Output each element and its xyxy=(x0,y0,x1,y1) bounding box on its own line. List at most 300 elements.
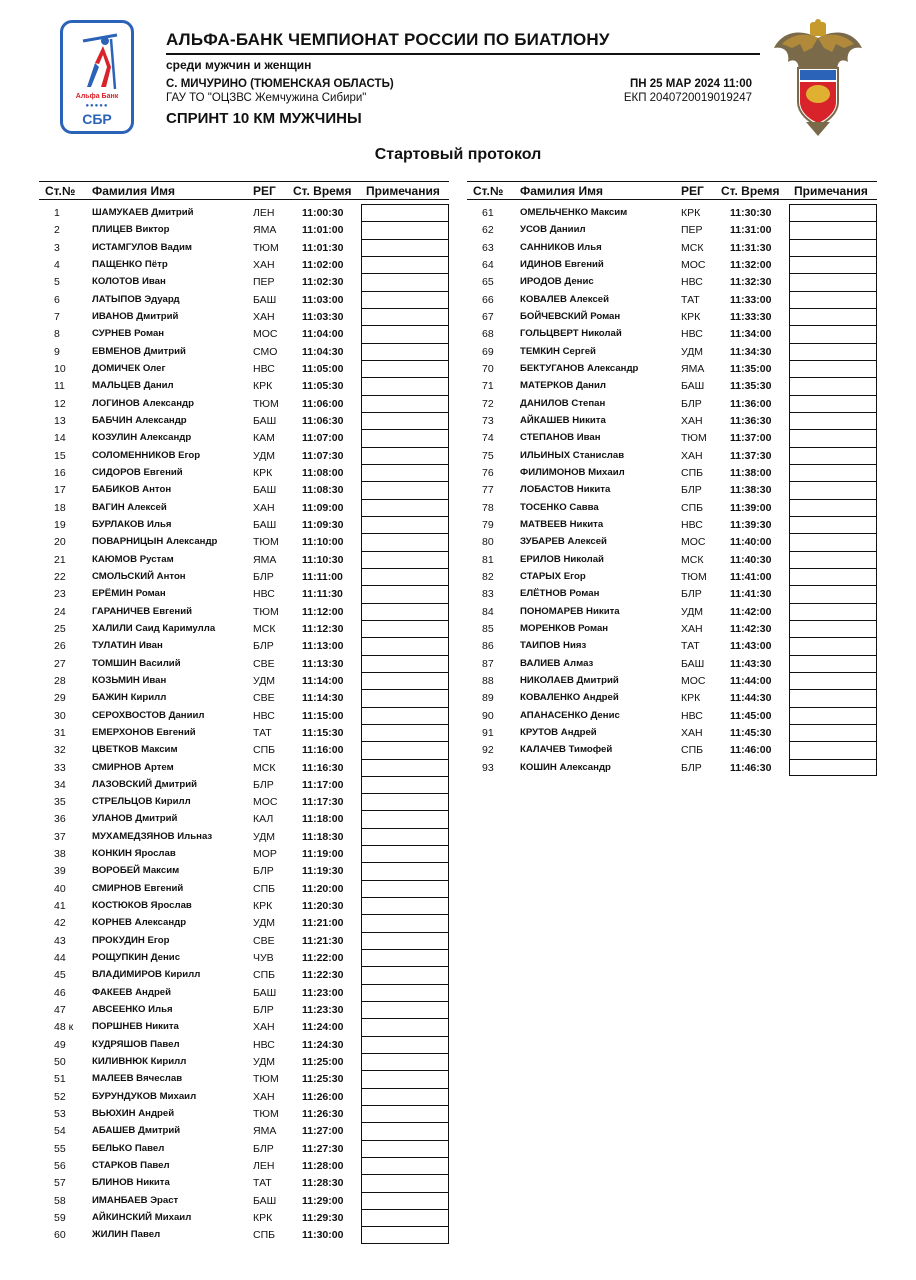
header-start-time: Ст. Время xyxy=(721,184,780,198)
notes-cell[interactable] xyxy=(361,429,449,446)
notes-cell[interactable] xyxy=(789,429,877,446)
start-time: 11:30:30 xyxy=(730,207,772,219)
start-time: 11:45:00 xyxy=(730,709,772,722)
athlete-name: ИВАНОВ Дмитрий xyxy=(92,310,179,322)
notes-cell[interactable] xyxy=(361,1053,449,1070)
notes-cell[interactable] xyxy=(789,672,877,689)
table-body xyxy=(39,204,449,1244)
notes-cell[interactable] xyxy=(361,291,449,308)
notes-cell[interactable] xyxy=(361,395,449,412)
region-code: ЯМА xyxy=(253,224,277,237)
start-number: 73 xyxy=(482,414,494,427)
region-code: ТЮМ xyxy=(253,397,279,410)
start-number: 72 xyxy=(482,397,494,410)
region-code: ХАН xyxy=(253,258,275,271)
start-number: 61 xyxy=(482,207,494,219)
notes-cell[interactable] xyxy=(789,655,877,672)
region-code: НВС xyxy=(681,709,703,722)
athlete-name: КОСТЮКОВ Ярослав xyxy=(92,900,192,912)
region-code: КРК xyxy=(253,380,273,393)
athlete-name: ВЬЮХИН Андрей xyxy=(92,1108,175,1120)
notes-cell[interactable] xyxy=(789,551,877,568)
notes-cell[interactable] xyxy=(361,256,449,273)
start-time: 11:19:30 xyxy=(302,865,344,878)
region-code: СВЕ xyxy=(253,692,275,705)
start-number: 36 xyxy=(54,813,66,826)
region-code: МОС xyxy=(681,536,706,549)
region-code: ХАН xyxy=(253,501,275,514)
table-row xyxy=(39,412,449,429)
region-code: ЛЕН xyxy=(253,207,275,219)
notes-cell[interactable] xyxy=(789,412,877,429)
notes-cell[interactable] xyxy=(789,256,877,273)
region-code: БАШ xyxy=(253,484,277,497)
header-notes: Примечания xyxy=(366,184,440,198)
athlete-name: ХАЛИЛИ Саид Каримулла xyxy=(92,622,216,634)
region-code: МСК xyxy=(681,241,704,254)
athlete-name: ДАНИЛОВ Степан xyxy=(520,397,606,409)
notes-cell[interactable] xyxy=(789,291,877,308)
athlete-name: ПАЩЕНКО Пётр xyxy=(92,258,168,270)
start-time: 11:24:00 xyxy=(302,1021,344,1034)
event-datetime: ПН 25 МАР 2024 11:00 xyxy=(629,78,752,90)
notes-cell[interactable] xyxy=(361,966,449,983)
table-row xyxy=(39,620,449,637)
notes-cell[interactable] xyxy=(361,862,449,879)
athlete-name: БАБИКОВ Антон xyxy=(92,484,172,496)
start-number: 86 xyxy=(482,640,494,653)
notes-cell[interactable] xyxy=(361,620,449,637)
notes-cell[interactable] xyxy=(361,464,449,481)
start-number: 16 xyxy=(54,466,66,479)
region-code: БЛР xyxy=(253,778,274,791)
notes-cell[interactable] xyxy=(789,273,877,290)
region-code: БАШ xyxy=(681,657,705,670)
start-time: 11:36:30 xyxy=(730,414,772,427)
notes-cell[interactable] xyxy=(789,637,877,654)
region-code: МОР xyxy=(253,848,277,861)
region-code: ПЕР xyxy=(253,276,275,289)
region-code: МОС xyxy=(253,328,278,341)
athlete-name: КОШИН Александр xyxy=(520,761,611,773)
start-number: 41 xyxy=(54,900,66,913)
start-time: 11:07:00 xyxy=(302,432,344,445)
start-time: 11:09:30 xyxy=(302,518,344,531)
table-row xyxy=(39,585,449,602)
athlete-name: БУРУНДУКОВ Михаил xyxy=(92,1090,197,1102)
start-time: 11:14:00 xyxy=(302,674,344,687)
start-time: 11:46:30 xyxy=(730,761,772,774)
region-code: НВС xyxy=(681,518,703,531)
start-time: 11:00:30 xyxy=(302,207,344,219)
notes-cell[interactable] xyxy=(361,828,449,845)
notes-cell[interactable] xyxy=(361,273,449,290)
start-number: 24 xyxy=(54,605,66,618)
start-number: 65 xyxy=(482,276,494,289)
notes-cell[interactable] xyxy=(789,741,877,758)
start-time: 11:15:00 xyxy=(302,709,344,722)
start-list-column-left xyxy=(39,181,449,1244)
region-code: ЧУВ xyxy=(253,952,274,965)
region-code: СПБ xyxy=(253,882,276,895)
start-number: 5 xyxy=(54,276,60,289)
start-number: 4 xyxy=(54,258,60,271)
start-number: 69 xyxy=(482,345,494,358)
table-row xyxy=(467,360,877,377)
region-code: КРК xyxy=(681,207,701,219)
region-code: УДМ xyxy=(253,1056,276,1069)
table-row xyxy=(467,551,877,568)
notes-cell[interactable] xyxy=(361,585,449,602)
start-time: 11:01:30 xyxy=(302,241,344,254)
start-time: 11:18:30 xyxy=(302,830,344,843)
table-row xyxy=(39,707,449,724)
athlete-name: СТРЕЛЬЦОВ Кирилл xyxy=(92,796,191,808)
notes-cell[interactable] xyxy=(361,447,449,464)
start-number: 19 xyxy=(54,518,66,531)
start-number: 47 xyxy=(54,1004,66,1017)
notes-cell[interactable] xyxy=(361,759,449,776)
notes-cell[interactable] xyxy=(361,776,449,793)
table-row xyxy=(39,724,449,741)
start-number: 3 xyxy=(54,241,60,254)
athlete-name: ЕВМЕНОВ Дмитрий xyxy=(92,345,186,357)
athlete-name: ЖИЛИН Павел xyxy=(92,1229,161,1241)
start-time: 11:40:00 xyxy=(730,536,772,549)
table-row xyxy=(39,1140,449,1157)
header-start-time: Ст. Время xyxy=(293,184,352,198)
notes-cell[interactable] xyxy=(361,914,449,931)
region-code: НВС xyxy=(681,276,703,289)
notes-cell[interactable] xyxy=(361,932,449,949)
start-number: 75 xyxy=(482,449,494,462)
notes-cell[interactable] xyxy=(361,221,449,238)
region-code: ТЮМ xyxy=(681,570,707,583)
document-title: Стартовый протокол xyxy=(374,146,542,163)
start-number: 44 xyxy=(54,952,66,965)
athlete-name: ГАРАНИЧЕВ Евгений xyxy=(92,605,193,617)
notes-cell[interactable] xyxy=(789,325,877,342)
region-code: МСК xyxy=(253,622,276,635)
athlete-name: БЕКТУГАНОВ Александр xyxy=(520,362,639,374)
notes-cell[interactable] xyxy=(361,689,449,706)
start-time: 11:38:30 xyxy=(730,484,772,497)
notes-cell[interactable] xyxy=(361,516,449,533)
athlete-name: ГОЛЬЦВЕРТ Николай xyxy=(520,328,622,340)
notes-cell[interactable] xyxy=(789,395,877,412)
notes-cell[interactable] xyxy=(789,343,877,360)
notes-cell[interactable] xyxy=(361,412,449,429)
start-time: 11:21:00 xyxy=(302,917,344,930)
start-number: 78 xyxy=(482,501,494,514)
notes-cell[interactable] xyxy=(789,516,877,533)
start-time: 11:01:00 xyxy=(302,224,344,237)
start-number: 48 к xyxy=(54,1021,74,1034)
region-code: НВС xyxy=(253,709,275,722)
notes-cell[interactable] xyxy=(361,1122,449,1139)
start-number: 46 xyxy=(54,986,66,999)
table-row xyxy=(39,984,449,1001)
start-number: 11 xyxy=(54,380,65,393)
start-number: 55 xyxy=(54,1142,66,1155)
table-row xyxy=(39,1209,449,1226)
start-number: 66 xyxy=(482,293,494,306)
start-time: 11:02:30 xyxy=(302,276,344,289)
table-row xyxy=(467,672,877,689)
region-code: СМО xyxy=(253,345,278,358)
table-row xyxy=(39,672,449,689)
athlete-name: АВСЕЕНКО Илья xyxy=(92,1004,173,1016)
notes-cell[interactable] xyxy=(361,603,449,620)
region-code: МОС xyxy=(253,796,278,809)
region-code: СВЕ xyxy=(253,934,275,947)
start-time: 11:39:00 xyxy=(730,501,772,514)
athlete-name: КУДРЯШОВ Павел xyxy=(92,1038,180,1050)
start-time: 11:20:00 xyxy=(302,882,344,895)
notes-cell[interactable] xyxy=(361,1105,449,1122)
start-time: 11:16:30 xyxy=(302,761,344,774)
notes-cell[interactable] xyxy=(361,499,449,516)
notes-cell[interactable] xyxy=(361,810,449,827)
athlete-name: КОЗУЛИН Александр xyxy=(92,432,192,444)
notes-cell[interactable] xyxy=(789,499,877,516)
notes-cell[interactable] xyxy=(361,377,449,394)
table-row xyxy=(39,273,449,290)
region-code: ХАН xyxy=(253,1021,275,1034)
notes-cell[interactable] xyxy=(361,204,449,221)
start-number: 45 xyxy=(54,969,66,982)
start-time: 11:07:30 xyxy=(302,449,344,462)
athlete-name: ЕЛЁТНОВ Роман xyxy=(520,588,600,600)
athlete-name: СТЕПАНОВ Иван xyxy=(520,432,601,444)
start-number: 88 xyxy=(482,674,494,687)
notes-cell[interactable] xyxy=(361,949,449,966)
start-time: 11:02:00 xyxy=(302,258,344,271)
athlete-name: СУРНЕВ Роман xyxy=(92,328,165,340)
start-time: 11:05:30 xyxy=(302,380,344,393)
athlete-name: СЕРОХВОСТОВ Даниил xyxy=(92,709,205,721)
athlete-name: ФАКЕЕВ Андрей xyxy=(92,986,172,998)
start-time: 11:41:30 xyxy=(730,588,772,601)
start-number: 52 xyxy=(54,1090,66,1103)
header-name: Фамилия Имя xyxy=(520,184,604,198)
start-time: 11:42:30 xyxy=(730,622,772,635)
header-start-number: Ст.№ xyxy=(473,184,504,198)
notes-cell[interactable] xyxy=(361,1001,449,1018)
table-row xyxy=(39,360,449,377)
region-code: УДМ xyxy=(681,605,704,618)
start-time: 11:21:30 xyxy=(302,934,344,947)
start-time: 11:04:30 xyxy=(302,345,344,358)
athlete-name: СИДОРОВ Евгений xyxy=(92,466,183,478)
athlete-name: МУХАМЕДЗЯНОВ Ильназ xyxy=(92,830,213,842)
start-number: 35 xyxy=(54,796,66,809)
notes-cell[interactable] xyxy=(789,689,877,706)
notes-cell[interactable] xyxy=(361,655,449,672)
start-time: 11:04:00 xyxy=(302,328,344,341)
start-time: 11:40:30 xyxy=(730,553,772,566)
notes-cell[interactable] xyxy=(361,672,449,689)
athlete-name: ЛОГИНОВ Александр xyxy=(92,397,194,409)
table-row xyxy=(39,377,449,394)
athlete-name: АБАШЕВ Дмитрий xyxy=(92,1125,181,1137)
table-row xyxy=(467,291,877,308)
race-name: СПРИНТ 10 КМ МУЖЧИНЫ xyxy=(166,110,362,127)
notes-cell[interactable] xyxy=(361,724,449,741)
region-code: КРК xyxy=(253,466,273,479)
notes-cell[interactable] xyxy=(361,1018,449,1035)
notes-cell[interactable] xyxy=(789,464,877,481)
start-time: 11:13:30 xyxy=(302,657,344,670)
notes-cell[interactable] xyxy=(789,620,877,637)
notes-cell[interactable] xyxy=(361,1157,449,1174)
start-number: 22 xyxy=(54,570,66,583)
notes-cell[interactable] xyxy=(361,308,449,325)
table-row xyxy=(39,429,449,446)
athlete-name: РОЩУПКИН Денис xyxy=(92,952,181,964)
notes-cell[interactable] xyxy=(361,481,449,498)
notes-cell[interactable] xyxy=(789,204,877,221)
start-time: 11:05:00 xyxy=(302,362,344,375)
table-row xyxy=(39,533,449,550)
notes-cell[interactable] xyxy=(361,897,449,914)
table-row xyxy=(39,1226,449,1243)
notes-cell[interactable] xyxy=(361,343,449,360)
notes-cell[interactable] xyxy=(361,707,449,724)
notes-cell[interactable] xyxy=(361,1070,449,1087)
notes-cell[interactable] xyxy=(789,377,877,394)
notes-cell[interactable] xyxy=(361,1209,449,1226)
start-time: 11:09:00 xyxy=(302,501,344,514)
region-code: БАШ xyxy=(253,1194,277,1207)
athlete-name: ТОСЕНКО Савва xyxy=(520,501,599,513)
table-row xyxy=(39,603,449,620)
start-time: 11:46:00 xyxy=(730,744,772,757)
region-code: УДМ xyxy=(253,674,276,687)
start-number: 9 xyxy=(54,345,60,358)
notes-cell[interactable] xyxy=(361,1036,449,1053)
athlete-name: СМИРНОВ Артем xyxy=(92,761,174,773)
notes-cell[interactable] xyxy=(789,603,877,620)
table-row xyxy=(467,516,877,533)
region-code: ХАН xyxy=(681,622,703,635)
start-number: 2 xyxy=(54,224,60,237)
notes-cell[interactable] xyxy=(789,724,877,741)
notes-cell[interactable] xyxy=(789,308,877,325)
athlete-name: ВАГИН Алексей xyxy=(92,501,167,513)
region-code: НВС xyxy=(681,328,703,341)
start-time: 11:28:00 xyxy=(302,1160,344,1173)
table-row xyxy=(39,221,449,238)
notes-cell[interactable] xyxy=(361,984,449,1001)
notes-cell[interactable] xyxy=(789,239,877,256)
notes-cell[interactable] xyxy=(361,1174,449,1191)
table-row xyxy=(39,1053,449,1070)
notes-cell[interactable] xyxy=(361,533,449,550)
start-time: 11:11:30 xyxy=(302,588,343,601)
start-time: 11:22:30 xyxy=(302,969,344,982)
notes-cell[interactable] xyxy=(361,1192,449,1209)
notes-cell[interactable] xyxy=(789,221,877,238)
notes-cell[interactable] xyxy=(789,447,877,464)
start-time: 11:11:00 xyxy=(302,570,343,583)
athlete-name: ТУЛАТИН Иван xyxy=(92,640,163,652)
start-time: 11:23:00 xyxy=(302,986,344,999)
notes-cell[interactable] xyxy=(361,845,449,862)
logo-org-text: СБР xyxy=(82,111,112,127)
notes-cell[interactable] xyxy=(789,568,877,585)
notes-cell[interactable] xyxy=(361,551,449,568)
table-row xyxy=(467,204,877,221)
region-code: БЛР xyxy=(681,484,702,497)
start-number: 68 xyxy=(482,328,494,341)
notes-cell[interactable] xyxy=(789,360,877,377)
start-number: 50 xyxy=(54,1056,66,1069)
logo-brand-text: Альфа Банк xyxy=(75,93,119,100)
notes-cell[interactable] xyxy=(361,1226,449,1243)
table-row xyxy=(39,741,449,758)
table-row xyxy=(467,481,877,498)
start-time: 11:30:00 xyxy=(302,1229,344,1242)
table-row xyxy=(467,689,877,706)
start-time: 11:12:30 xyxy=(302,622,344,635)
start-number: 31 xyxy=(54,726,66,739)
notes-cell[interactable] xyxy=(361,1140,449,1157)
notes-cell[interactable] xyxy=(361,325,449,342)
notes-cell[interactable] xyxy=(361,793,449,810)
region-code: МОС xyxy=(681,258,706,271)
region-code: ЯМА xyxy=(253,553,277,566)
start-number: 83 xyxy=(482,588,494,601)
notes-cell[interactable] xyxy=(789,759,877,776)
start-time: 11:17:00 xyxy=(302,778,344,791)
athlete-name: ЗУБАРЕВ Алексей xyxy=(520,536,607,548)
notes-cell[interactable] xyxy=(361,880,449,897)
athlete-name: КАЛАЧЕВ Тимофей xyxy=(520,744,613,756)
start-number: 80 xyxy=(482,536,494,549)
notes-cell[interactable] xyxy=(361,741,449,758)
table-row xyxy=(39,516,449,533)
start-time: 11:37:00 xyxy=(730,432,772,445)
region-code: УДМ xyxy=(253,830,276,843)
notes-cell[interactable] xyxy=(789,533,877,550)
table-row xyxy=(39,551,449,568)
notes-cell[interactable] xyxy=(361,360,449,377)
notes-cell[interactable] xyxy=(789,585,877,602)
notes-cell[interactable] xyxy=(361,1088,449,1105)
athlete-name: БЕЛЬКО Павел xyxy=(92,1142,165,1154)
notes-cell[interactable] xyxy=(789,707,877,724)
header-notes: Примечания xyxy=(794,184,868,198)
table-row xyxy=(39,1157,449,1174)
start-time: 11:10:00 xyxy=(302,536,344,549)
notes-cell[interactable] xyxy=(361,637,449,654)
region-code: БЛР xyxy=(681,588,702,601)
start-number: 54 xyxy=(54,1125,66,1138)
ministry-eagle-emblem-icon xyxy=(770,18,866,136)
start-number: 40 xyxy=(54,882,66,895)
athlete-name: СТАРКОВ Павел xyxy=(92,1160,170,1172)
notes-cell[interactable] xyxy=(361,568,449,585)
athlete-name: СТАРЫХ Егор xyxy=(520,570,586,582)
start-time: 11:45:30 xyxy=(730,726,772,739)
notes-cell[interactable] xyxy=(789,481,877,498)
table-row xyxy=(39,239,449,256)
region-code: КАМ xyxy=(253,432,275,445)
table-row xyxy=(467,603,877,620)
notes-cell[interactable] xyxy=(361,239,449,256)
start-number: 39 xyxy=(54,865,66,878)
